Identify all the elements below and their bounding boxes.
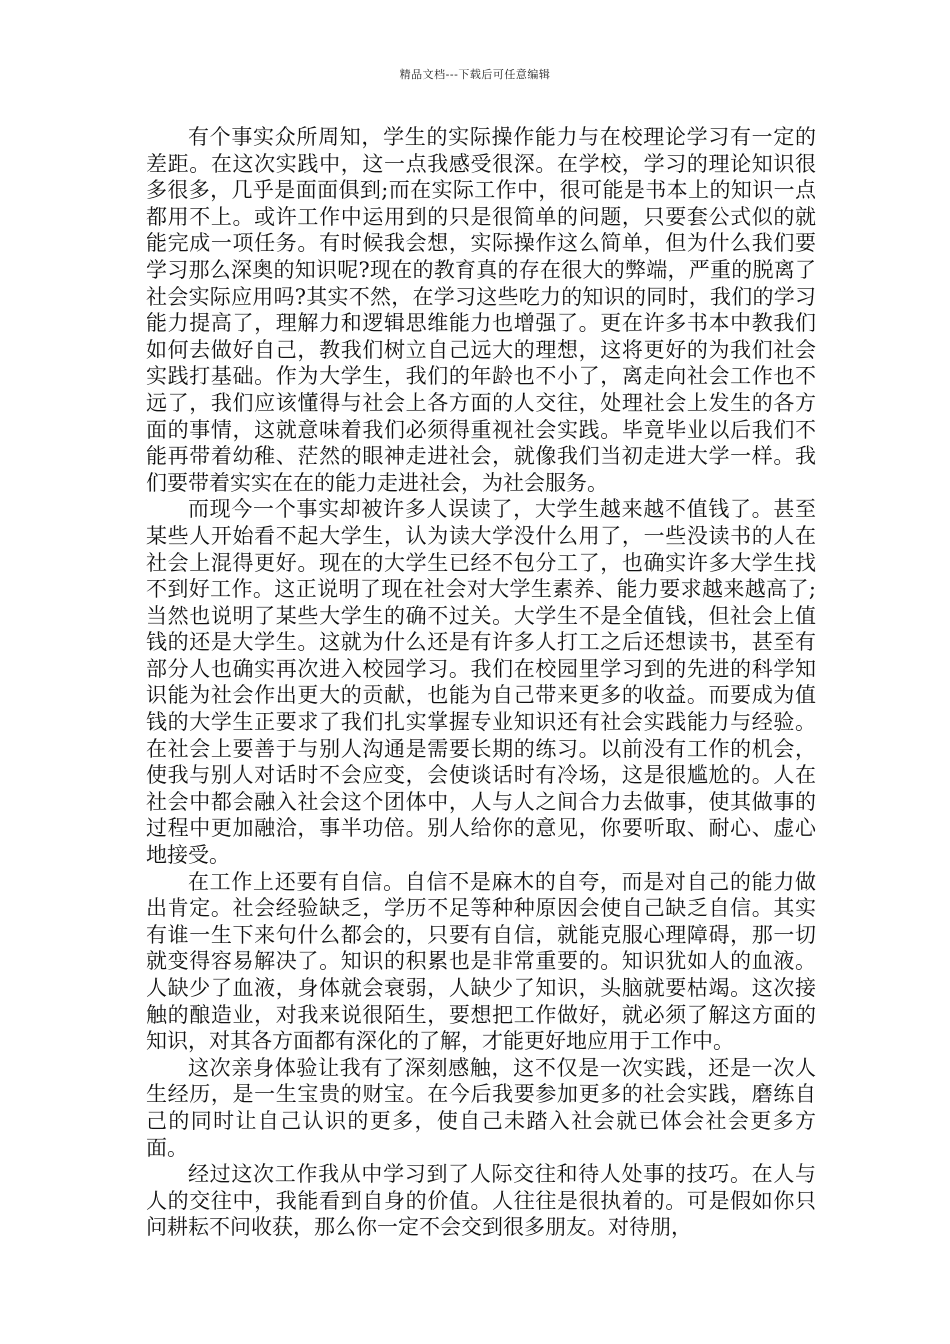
paragraph: 经过这次工作我从中学习到了人际交往和待人处事的技巧。在人与人的交往中，我能看到自身的价值。人往往是很执着的。可是假如你只问耕耘不问收获，那么你一定不会交到很多朋友。对待朋，	[146, 1162, 816, 1240]
paragraph: 有个事实众所周知，学生的实际操作能力与在校理论学习有一定的差距。在这次实践中，这一点我感受很深。在学校，学习的理论知识很多很多，几乎是面面俱到;而在实际工作中，很可能是书本上的知识一点都用不上。或许工作中运用到的只是很简单的问题，只要套公式似的就能完成一项任务。有时候我会想，实际操作这么简单，但为什么我们要学习那么深奥的知识呢?现在的教育真的存在很大的弊端，严重的脱离了社会实际应用吗?其实不然，在学习这些吃力的知识的同时，我们的学习能力提高了，理解力和逻辑思维能力也增强了。更在许多书本中教我们如何去做好自己，教我们树立自己远大的理想，这将更好的为我们社会实践打基础。作为大学生，我们的年龄也不小了，离走向社会工作也不远了，我们应该懂得与社会上各方面的人交往，处理社会上发生的各方面的事情，这就意味着我们必须得重视社会实践。毕竟毕业以后我们不能再带着幼稚、茫然的眼神走进社会，就像我们当初走进大学一样。我们要带着实实在在的能力走进社会，为社会服务。	[146, 125, 816, 495]
document-body	[146, 124, 816, 1241]
paragraph: 这次亲身体验让我有了深刻感触，这不仅是一次实践，还是一次人生经历，是一生宝贵的财宝。在今后我要参加更多的社会实践，磨练自己的同时让自己认识的更多，使自己未踏入社会就已体会社会更多方面。	[146, 1055, 816, 1160]
paragraph: 而现今一个事实却被许多人误读了，大学生越来越不值钱了。甚至某些人开始看不起大学生，认为读大学没什么用了，一些没读书的人在社会上混得更好。现在的大学生已经不包分工了，也确实许多大学生找不到好工作。这正说明了现在社会对大学生素养、能力要求越来越高了;当然也说明了某些大学生的确不过关。大学生不是全值钱，但社会上值钱的还是大学生。这就为什么还是有许多人打工之后还想读书，甚至有部分人也确实再次进入校园学习。我们在校园里学习到的先进的科学知识能为社会作出更大的贡献，也能为自己带来更多的收益。而要成为值钱的大学生正要求了我们扎实掌握专业知识还有社会实践能力与经验。在社会上要善于与别人沟通是需要长期的练习。以前没有工作的机会，使我与别人对话时不会应变，会使谈话时有冷场，这是很尴尬的。人在社会中都会融入社会这个团体中，人与人之间合力去做事，使其做事的过程中更加融洽，事半功倍。别人给你的意见，你要听取、耐心、虚心地接受。	[146, 497, 816, 868]
paragraph: 在工作上还要有自信。自信不是麻木的自夸，而是对自己的能力做出肯定。社会经验缺乏，学历不足等种种原因会使自己缺乏自信。其实有谁一生下来句什么都会的，只要有自信，就能克服心理障碍，那一切就变得容易解决了。知识的积累也是非常重要的。知识犹如人的血液。人缺少了血液，身体就会衰弱，人缺少了知识，头脑就要枯竭。这次接触的酿造业，对我来说很陌生，要想把工作做好，就必须了解这方面的知识，对其各方面都有深化的了解，才能更好地应用于工作中。	[146, 869, 816, 1054]
page-header: 精品文档---下载后可任意编辑	[399, 68, 551, 81]
